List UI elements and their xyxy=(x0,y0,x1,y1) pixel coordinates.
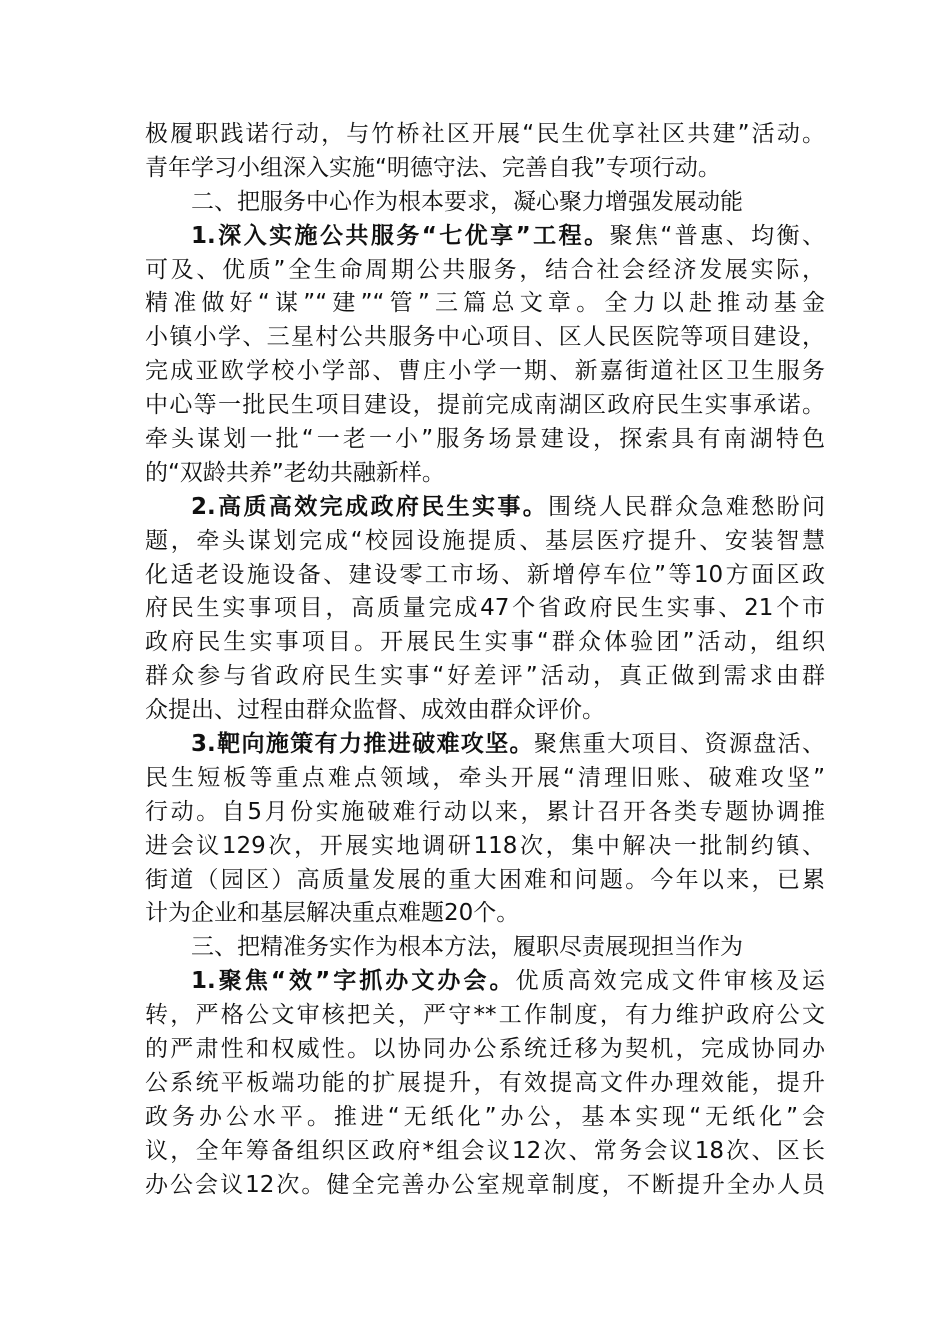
text-line: 极履职践诺行动，与竹桥社区开展“民生优享社区共建”活动。 xyxy=(145,121,825,147)
text-line: 精准做好“谋”“建”“管”三篇总文章。全力以赴推动基金 xyxy=(145,290,825,317)
text-line: 众提出、过程由群众监督、成效由群众评价。 xyxy=(145,697,605,724)
text-line xyxy=(145,491,825,525)
text-line xyxy=(145,728,825,762)
text-line: 化适老设施设备、建设零工市场、新增停车位”等10方面区政 xyxy=(145,561,825,588)
document-body xyxy=(145,118,825,1203)
text-line: 公系统平板端功能的扩展提升，有效提高文件办理效能，提升 xyxy=(145,1069,825,1096)
text-span: 聚焦重大项目、资源盘活、 xyxy=(533,731,825,758)
text-line: 群众参与省政府民生实事“好差评”活动，真正做到需求由群 xyxy=(145,663,825,690)
text-line: 行动。自5月份实施破难行动以来，累计召开各类专题协调推 xyxy=(145,798,825,825)
text-line: 转，严格公文审核把关，严守**工作制度，有力维护政府公文 xyxy=(145,1002,825,1029)
text-line: 办公会议12次。健全完善办公室规章制度，不断提升全办人员 xyxy=(145,1171,825,1198)
text-line: 的“双龄共养”老幼共融新样。 xyxy=(145,459,445,486)
text-line: 题，牵头谋划完成“校园设施提质、基层医疗提升、安装智慧 xyxy=(145,527,825,554)
text-span: 聚焦“普惠、均衡、 xyxy=(609,222,825,249)
text-line: 可及、优质”全生命周期公共服务，结合社会经济发展实际， xyxy=(145,256,825,283)
item-heading: 1.深入实施公共服务“七优享”工程。 xyxy=(191,222,610,249)
text-line: 议，全年筹备组织区政府*组会议12次、常务会议18次、区长 xyxy=(145,1137,825,1164)
text-line: 青年学习小组深入实施“明德守法、完善自我”专项行动。 xyxy=(145,154,721,181)
text-line: 街道（园区）高质量发展的重大困难和问题。今年以来，已累 xyxy=(145,866,825,893)
text-line: 小镇小学、三星村公共服务中心项目、区人民医院等项目建设， xyxy=(145,324,825,351)
text-line: 民生短板等重点难点领域，牵头开展“清理旧账、破难攻坚” xyxy=(145,764,825,791)
text-line: 的严肃性和权威性。以协同办公系统迁移为契机，完成协同办 xyxy=(145,1036,825,1063)
item-heading: 2.高质高效完成政府民生实事。 xyxy=(191,493,549,520)
text-line xyxy=(145,220,825,254)
item-heading: 1.聚焦“效”字抓办文办会。 xyxy=(191,968,516,995)
text-line: 完成亚欧学校小学部、曹庄小学一期、新嘉街道社区卫生服务 xyxy=(145,358,825,385)
text-line: 政府民生实事项目。开展民生实事“群众体验团”活动，组织 xyxy=(145,629,825,656)
text-line xyxy=(145,965,825,999)
text-line: 府民生实事项目，高质量完成47个省政府民生实事、21个市 xyxy=(145,595,825,622)
text-span: 围绕人民群众急难愁盼问 xyxy=(548,493,825,520)
text-span: 优质高效完成文件审核及运 xyxy=(515,968,825,995)
section-heading: 三、把精准务实作为根本方法，履职尽责展现担当作为 xyxy=(191,934,743,961)
text-line: 牵头谋划一批“一老一小”服务场景建设，探索具有南湖特色 xyxy=(145,426,825,453)
text-line: 进会议129次，开展实地调研118次，集中解决一批制约镇、 xyxy=(145,832,825,859)
item-heading: 3.靶向施策有力推进破难攻坚。 xyxy=(191,731,534,758)
text-line: 计为企业和基层解决重点难题20个。 xyxy=(145,900,520,927)
section-heading: 二、把服务中心作为根本要求，凝心聚力增强发展动能 xyxy=(191,188,743,215)
text-line: 政务办公水平。推进“无纸化”办公，基本实现“无纸化”会 xyxy=(145,1103,825,1130)
text-line: 中心等一批民生项目建设，提前完成南湖区政府民生实事承诺。 xyxy=(145,392,825,419)
